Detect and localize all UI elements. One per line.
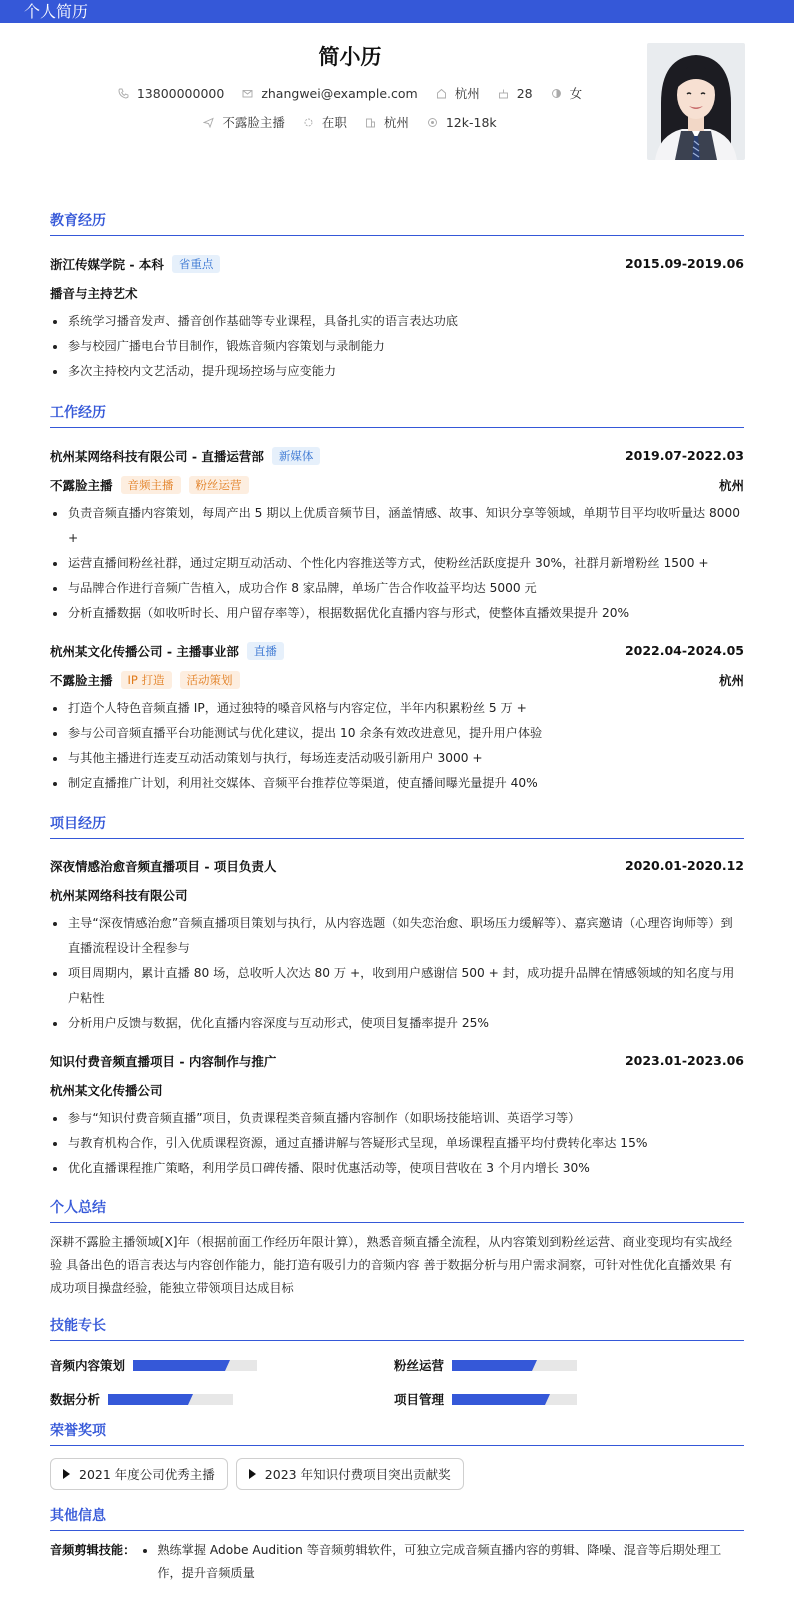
list-item: 分析直播数据（如收听时长、用户留存率等），根据数据优化直播内容与形式，使整体直播效果提升 20% — [50, 601, 744, 626]
list-item: 负责音频直播内容策划，每周产出 5 期以上优质音频节目，涵盖情感、故事、知识分享等领域，单期节目平均收听量达 8000 + — [50, 501, 744, 551]
award-label: 2021 年度公司优秀主播 — [79, 1467, 215, 1482]
skills-title: 技能专长 — [50, 1317, 744, 1341]
projects-title: 项目经历 — [50, 815, 744, 839]
company-tag: 直播 — [247, 642, 284, 660]
skill-bar — [133, 1360, 257, 1371]
resume-header — [50, 23, 744, 188]
skill-bar — [452, 1360, 577, 1371]
other-title: 其他信息 — [50, 1507, 744, 1531]
company-name: 杭州某文化传播公司 - 主播事业部 — [50, 643, 239, 659]
project-head — [50, 1046, 744, 1075]
education-head — [50, 249, 744, 278]
skill-name: 粉丝运营 — [394, 1358, 445, 1373]
major-row — [50, 278, 744, 307]
job-bullets — [50, 696, 744, 796]
education-section — [50, 212, 744, 384]
project-company-row — [50, 880, 744, 909]
award-chip[interactable] — [50, 1458, 228, 1490]
honors-section — [50, 1422, 744, 1490]
project-date: 2023.01-2023.06 — [624, 1053, 744, 1068]
list-item: 参与校园广播电台节目制作，锻炼音频内容策划与录制能力 — [50, 334, 744, 359]
skill-item — [50, 1356, 257, 1374]
project-name: 知识付费音频直播项目 - 内容制作与推广 — [50, 1053, 277, 1069]
role-tag: 音频主播 — [121, 476, 181, 494]
triangle-icon — [249, 1469, 256, 1479]
list-item: 多次主持校内文艺活动，提升现场控场与应变能力 — [50, 359, 744, 384]
topbar-title: 个人简历 — [24, 2, 89, 21]
major-name: 播音与主持艺术 — [50, 285, 138, 301]
profile-photo — [647, 43, 745, 160]
job-bullets — [50, 501, 744, 626]
education-bullets — [50, 309, 744, 384]
job-date: 2022.04-2024.05 — [624, 643, 744, 658]
other-label: 音频剪辑技能： — [50, 1543, 136, 1557]
summary-text: 深耕不露脸主播领域[X]年（根据前面工作经历年限计算），熟悉音频直播全流程，从内容策划到粉丝运营、商业变现均有实战经验 具备出色的语言表达与内容创作能力，能打造有吸引力的音频内容 善于数据分析与用户需求洞察，可针对性优化直播效果 有成功项目操盘经验，能独立带领项目达成目标 — [50, 1235, 733, 1295]
skills-section — [50, 1317, 744, 1416]
phone-text: 13800000000 — [136, 85, 225, 101]
mail-icon — [242, 88, 253, 99]
projects-section — [50, 815, 744, 1181]
project-head — [50, 851, 744, 880]
skill-item — [394, 1390, 577, 1408]
other-info — [50, 1539, 744, 1585]
list-item: 熟练掌握 Adobe Audition 等音频剪辑软件，可独立完成音频直播内容的剪辑、降噪、混音等后期处理工作，提升音频质量 — [135, 1539, 744, 1585]
position-text: 不露脸主播 — [222, 115, 285, 130]
skill-item — [394, 1356, 577, 1374]
skills-grid — [50, 1350, 744, 1416]
list-item: 项目周期内，累计直播 80 场，总收听人次达 80 万 +，收到用户感谢信 500 + 封，成功提升品牌在情感领域的知名度与用户粘性 — [50, 961, 744, 1011]
list-item: 与品牌合作进行音频广告植入，成功合作 8 家品牌，单场广告合作收益平均达 5000 元 — [50, 576, 744, 601]
awards-list — [50, 1458, 744, 1490]
project-name: 深夜情感治愈音频直播项目 - 项目负责人 — [50, 858, 277, 874]
job-role: 不露脸主播 — [50, 477, 113, 493]
education-date: 2015.09-2019.06 — [624, 256, 744, 271]
company-tag: 新媒体 — [272, 447, 321, 465]
education-title: 教育经历 — [50, 212, 744, 236]
list-item: 参与公司音频直播平台功能测试与优化建议，提出 10 余条有效改进意见，提升用户体验 — [50, 721, 744, 746]
summary-title: 个人总结 — [50, 1199, 744, 1223]
role-tag: IP 打造 — [121, 671, 172, 689]
job-city: 杭州 — [718, 672, 744, 688]
award-label: 2023 年知识付费项目突出贡献奖 — [264, 1467, 451, 1482]
skill-name: 数据分析 — [50, 1392, 101, 1407]
salary-text: 12k-18k — [445, 114, 497, 130]
job-role: 不露脸主播 — [50, 672, 113, 688]
job-head — [50, 636, 744, 665]
salary-icon — [427, 117, 438, 128]
project-date: 2020.01-2020.12 — [624, 858, 744, 873]
topbar — [0, 0, 794, 23]
work-title: 工作经历 — [50, 404, 744, 428]
list-item: 主导“深夜情感治愈”音频直播项目策划与执行，从内容选题（如失恋治愈、职场压力缓解等）、嘉宾邀请（心理咨询师等）到直播流程设计全程参与 — [50, 911, 744, 961]
skill-name: 音频内容策划 — [50, 1358, 126, 1373]
job-date: 2019.07-2022.03 — [624, 448, 744, 463]
list-item: 参与“知识付费音频直播”项目，负责课程类音频直播内容制作（如职场技能培训、英语学习等） — [50, 1106, 744, 1131]
project-company-row — [50, 1075, 744, 1104]
summary-section — [50, 1199, 744, 1300]
list-item: 与教育机构合作，引入优质课程资源，通过直播讲解与答疑形式呈现，单场课程直播平均付费转化率达 15% — [50, 1131, 744, 1156]
gender-text: 女 — [569, 86, 583, 101]
list-item: 与其他主播进行连麦互动活动策划与执行，每场连麦活动吸引新用户 3000 + — [50, 746, 744, 771]
email-text: zhangwei@example.com — [261, 85, 418, 101]
project-bullets — [50, 911, 744, 1036]
list-item: 打造个人特色音频直播 IP，通过独特的嗓音风格与内容定位，半年内积累粉丝 5 万 + — [50, 696, 744, 721]
status-text: 在职 — [321, 115, 347, 130]
age-icon — [498, 88, 509, 99]
send-icon — [203, 117, 214, 128]
skill-bar — [108, 1394, 233, 1405]
skill-bar-fill — [452, 1394, 545, 1405]
triangle-icon — [63, 1469, 70, 1479]
other-bullets — [135, 1539, 744, 1585]
job-city: 杭州 — [718, 477, 744, 493]
skill-bar-fill — [133, 1360, 225, 1371]
building-icon — [365, 117, 376, 128]
location-icon — [436, 88, 447, 99]
project-company: 杭州某文化传播公司 — [50, 1082, 163, 1098]
expected-city-text: 杭州 — [383, 115, 409, 130]
company-name: 杭州某网络科技有限公司 - 直播运营部 — [50, 448, 264, 464]
school-name: 浙江传媒学院 - 本科 — [50, 256, 164, 272]
list-item: 运营直播间粉丝社群，通过定期互动活动、个性化内容推送等方式，使粉丝活跃度提升 30%，社群月新增粉丝 1500 + — [50, 551, 744, 576]
gender-icon — [551, 88, 562, 99]
skill-name: 项目管理 — [394, 1392, 445, 1407]
status-icon — [303, 117, 314, 128]
project-company: 杭州某网络科技有限公司 — [50, 887, 188, 903]
school-tag: 省重点 — [172, 255, 221, 273]
honors-title: 荣誉奖项 — [50, 1422, 744, 1446]
candidate-name: 简小历 — [318, 45, 382, 69]
list-item: 系统学习播音发声、播音创作基础等专业课程，具备扎实的语言表达功底 — [50, 309, 744, 334]
other-section — [50, 1507, 744, 1585]
list-item: 优化直播课程推广策略，利用学员口碑传播、限时优惠活动等，使项目营收在 3 个月内增长 30% — [50, 1156, 744, 1181]
age-text: 28 — [516, 85, 533, 101]
job-role-row — [50, 665, 744, 694]
job-head — [50, 441, 744, 470]
list-item: 分析用户反馈与数据，优化直播内容深度与互动形式，使项目复播率提升 25% — [50, 1011, 744, 1036]
work-section — [50, 404, 744, 796]
skill-bar-fill — [452, 1360, 532, 1371]
phone-icon — [118, 88, 129, 99]
project-bullets — [50, 1106, 744, 1181]
job-role-row — [50, 470, 744, 499]
award-chip[interactable] — [236, 1458, 464, 1490]
skill-bar-fill — [108, 1394, 188, 1405]
job-intent-row — [50, 113, 650, 131]
city-text: 杭州 — [454, 86, 480, 101]
role-tag: 活动策划 — [180, 671, 240, 689]
skill-bar — [452, 1394, 577, 1405]
list-item: 制定直播推广计划，利用社交媒体、音频平台推荐位等渠道，使直播间曝光量提升 40% — [50, 771, 744, 796]
contact-row — [50, 84, 650, 102]
role-tag: 粉丝运营 — [189, 476, 249, 494]
skill-item — [50, 1390, 233, 1408]
